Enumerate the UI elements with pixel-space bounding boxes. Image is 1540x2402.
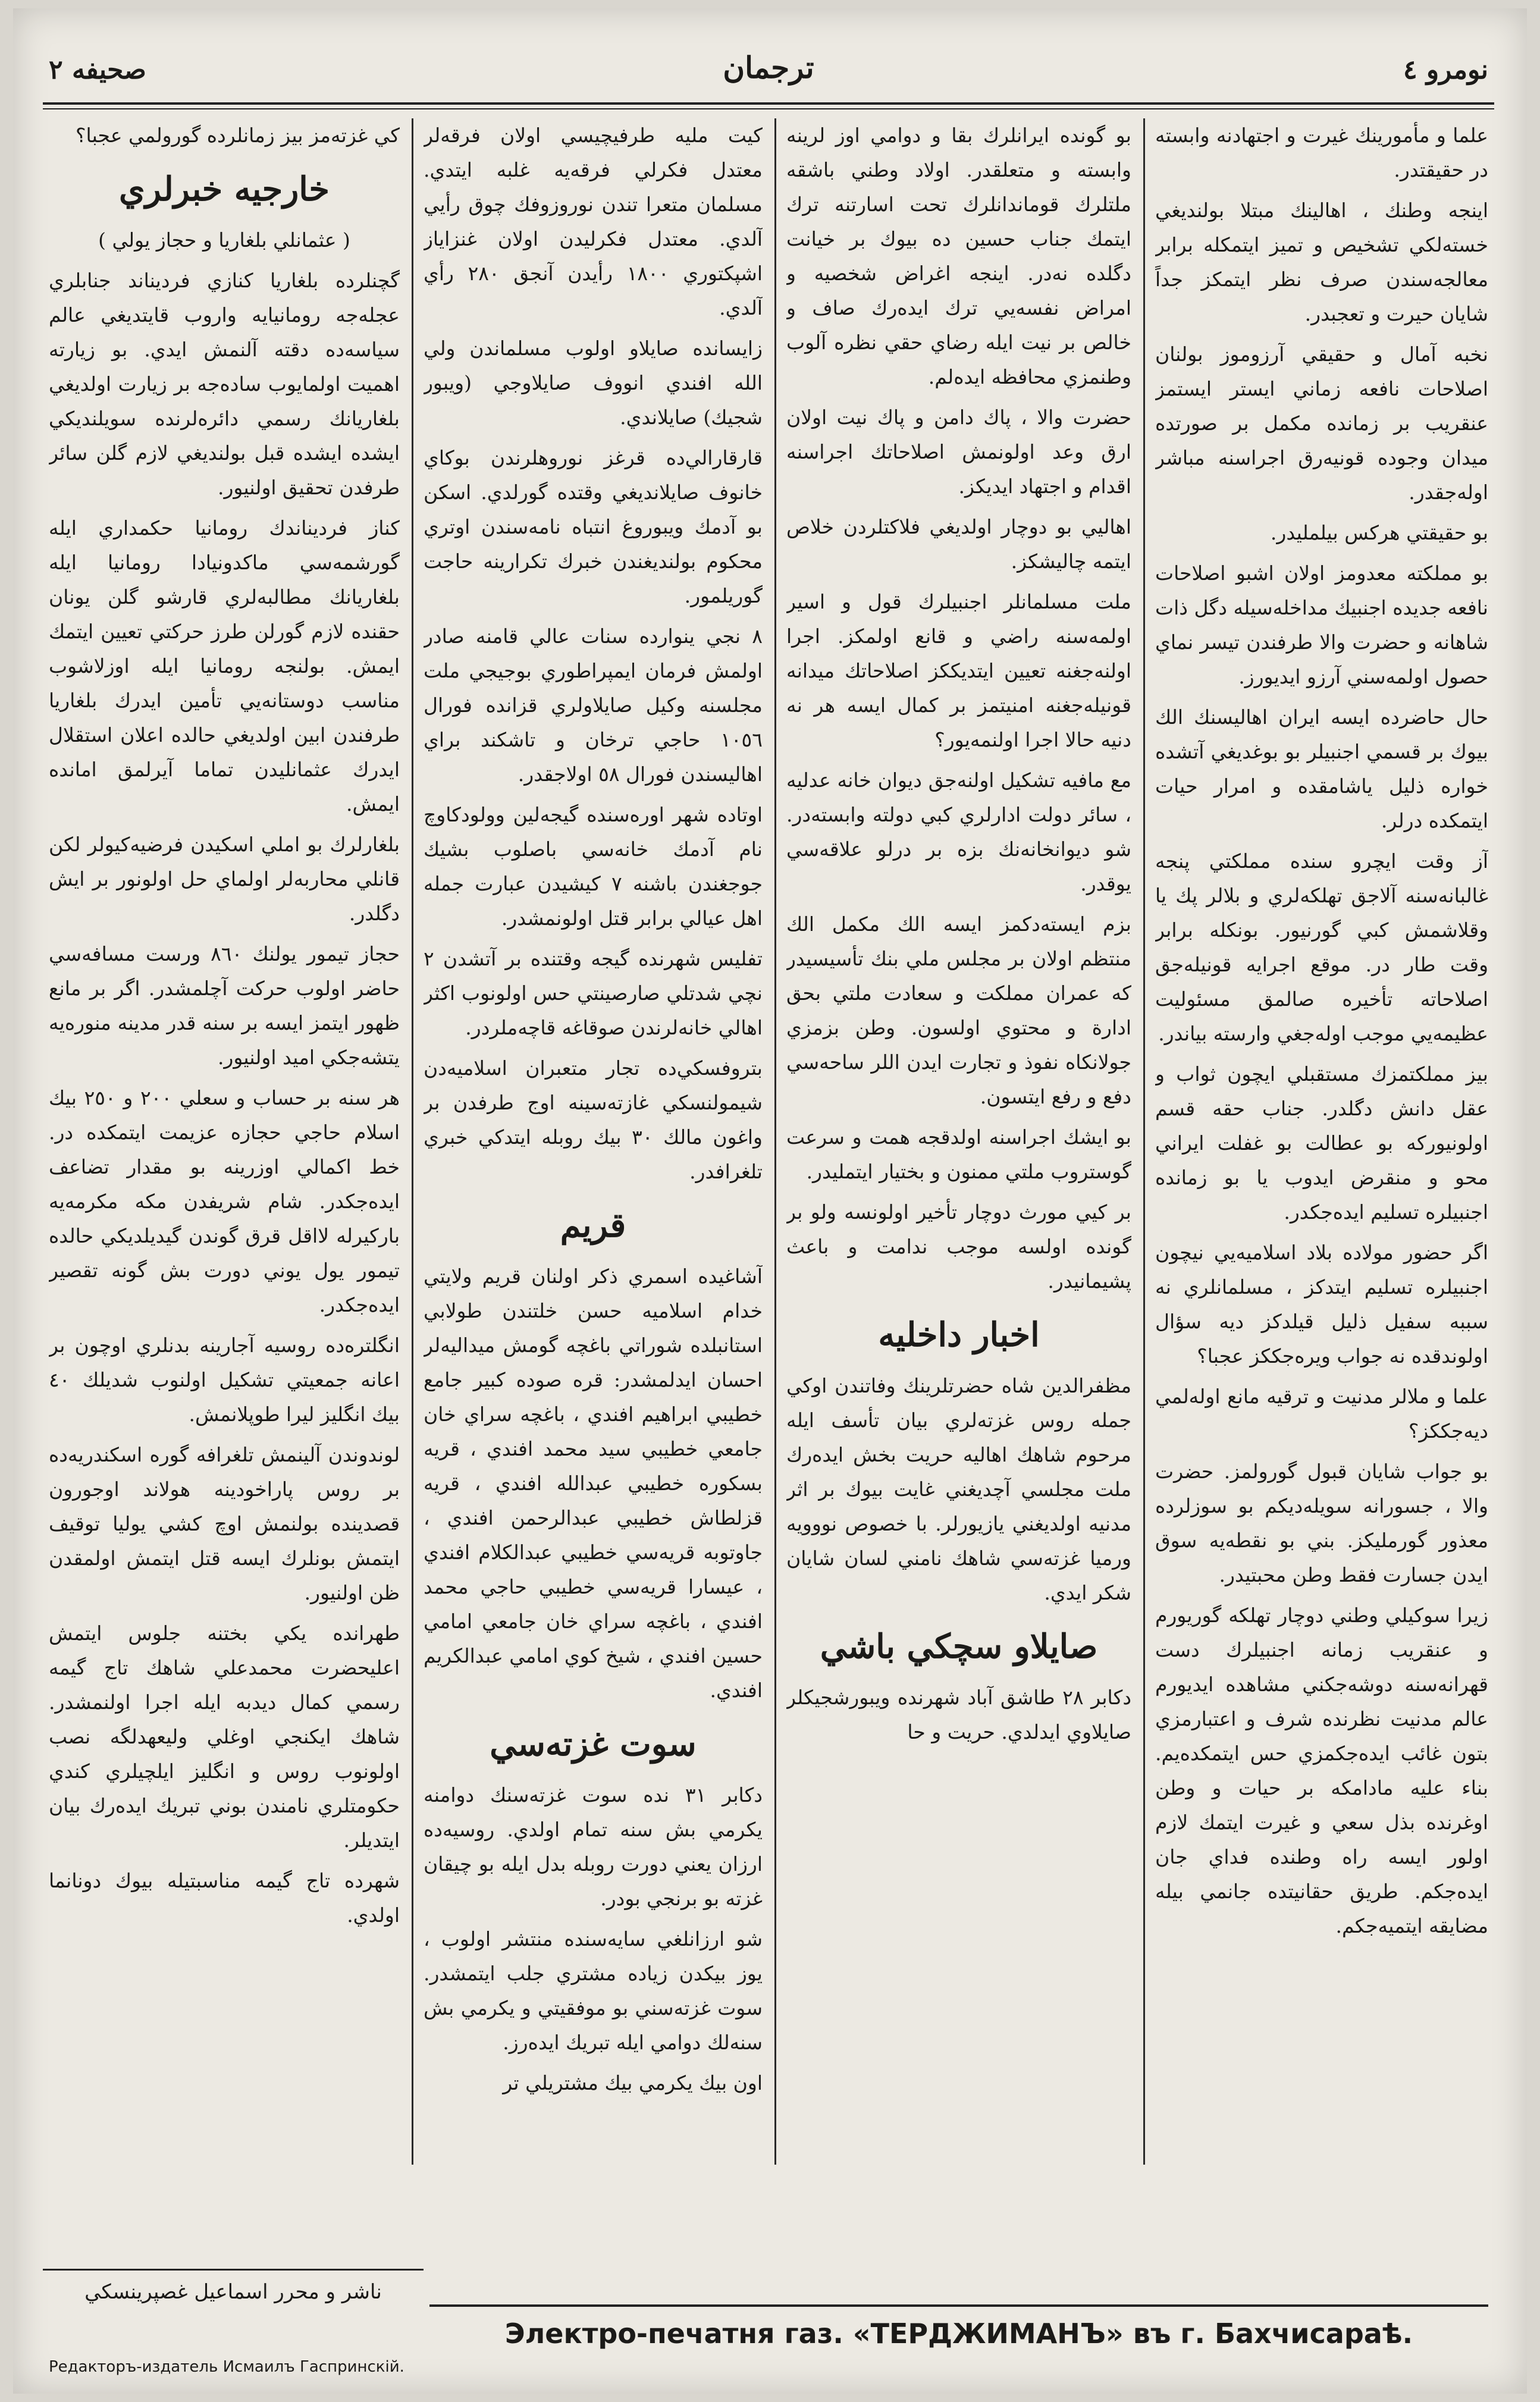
news-paragraph: كناز فرديناندك رومانيا حكمداري ايله گورشمه‌سي ماكدونيادا رومانيا ايله بلغاريانك مطالبه‌لري قارشو گلن يونان حقنده لازم گورلن طرز حركتي تعيين ايتمك ايمش. بولنجه رومانيا ايله اوزلاشوب مناسب دوستانه‌يي تأمين ايدرك بلغاريا طرفندن ابين اولديغي حالده اعلان استقلال ايدرك عثمانليدن تماما آيرلمق امانده ايمش. (49, 516, 400, 816)
news-paragraph: قارقارالي‌ده قرغز نوروهلرندن بوكاي خانوف صايلانديغي وقتده گورلدي. اسكن بو آدمك ويبوروغ انتباه نامه‌سندن اوتري محكوم بولنديغندن خبرك تكرارينه حاجت گوريلمور. (424, 446, 763, 607)
news-paragraph: لوندوندن آلينمش تلغرافه گوره اسكندريه‌ده بر روس پاراخودينه هولاند اوجورون قصدينده بولنمش اوچ كشي يوليا توقيف ايتمش بونلرك ايسه قتل ايتمش اولمقدن ظن اولنيور. (49, 1443, 400, 1604)
columns-area (43, 118, 1494, 2165)
article-paragraph: زيرا سوكيلي وطني دوچار تهلكه گوريورم و عنقريب زمانه اجنبيلرك دست قهرانه‌سنه دوشه‌جكني مشاهده ايديورم عالم مدنيت نظرنده شرف و اعتبارمزي بتون غائب ايده‌جكمزي حس ايتمكده‌يم. بناء عليه مادامكه بر حيات و وطن اوغرنده بذل سعي و غيرت ايتمك لازم اولور ايسه راه وطنده فداي جان ايده‌جكم. طريق حقانيتده جانمي بيله مضايقه ايتميه‌جكم. (1155, 1604, 1488, 1937)
newspaper-page (13, 8, 1527, 2394)
article-paragraph: حضرت والا ، پاك دامن و پاك نيت اولان ارق وعد اولونمش اصلاحاتك اجراسنه اقدام و اجتهاد ايديكز. (786, 406, 1131, 498)
column-rule (412, 118, 413, 2165)
section-title-foreign-news: خارجيه خبرلري (119, 170, 330, 209)
article-paragraph: اگر حضور مولاده بلاد اسلاميه‌يي نيچون اجنبيلره تسليم ايتدكز ، مسلمانلري نه سببه سفيل ذليل قيلدكز ديه سؤال اولوندقده نه جواب ويره‌جككز عجبا؟ (1155, 1241, 1488, 1368)
article-paragraph: علما و ملالر مدنيت و ترقيه مانع اوله‌لمي ديه‌جككز؟ (1155, 1385, 1488, 1443)
article-paragraph: بو ايشك اجراسنه اولدقجه همت و سرعت گوستروب ملتي ممنون و بختيار ايتمليدر. (786, 1125, 1131, 1183)
section-title-elections: صايلاو سچكي باشي (820, 1627, 1098, 1666)
internal-news-body (786, 1369, 1131, 1610)
editor-line: Редакторъ-издатель Исмаилъ Гаспринскій. (49, 2358, 404, 2376)
news-paragraph: گچنلرده بلغاريا كنازي فرديناند جنابلري عجله‌جه رومانيايه واروب قايتديغي عالم سياسه‌ده دقته آلنمش ايدي. بو زيارته اهميت اولمايوب ساده‌جه بر زيارت اولديغي بلغاريانك رسمي دائره‌لرنده سويلنديكي ايشده ايشده قبل بولنديغي لازم گلن سائر طرفدن تحقيق اولنيور. (49, 269, 400, 499)
news-paragraph: حجاز تيمور يولنك ٨٦٠ ورست مسافه‌سي حاضر اولوب حركت آچلمشدر. اگر بر مانع ظهور ايتمز ايسه بر سنه قدر مدينه منوره‌يه يتشه‌جكي اميد اولنيور. (49, 942, 400, 1069)
column-rule (1143, 118, 1145, 2165)
news-paragraph: تفليس شهرنده گيجه وقتنده بر آتشدن ٢ نچي شدتلي صارصينتي حس اولونوب اكثر اهالي خانه‌لرندن صوقاغه قاچه‌ملردر. (424, 947, 763, 1039)
news-paragraph: دكابر ٢٨ طاشق آباد شهرنده ويبورشجيكلر صايلاوي ايدلدي. حريت و حا (786, 1686, 1131, 1744)
section-title-internal-news: اخبار داخليه (878, 1315, 1040, 1354)
news-paragraph: بتروفسكي‌ده تجار متعبران اسلاميه‌دن شيمولنسكي غازته‌سينه اوج طرفدن بر واغون مالك ٣٠ بيك روبله ايتدكي خبري تلغرافدر. (424, 1056, 763, 1183)
top-paragraph: كي غزته‌مز بيز زمانلرده گورولمي عجبا؟ (76, 124, 400, 147)
article-paragraph: ملت مسلمانلر اجنبيلرك قول و اسير اولمه‌سنه راضي و قانع اولمكز. اجرا اولنه‌جغنه تعيين ايتديككز اصلاحاتك ميدانه قونيله‌جغنه امنيتمز بر كمال ايسه هر نه دنيه حالا اجرا اولنمه‌يور؟ (786, 590, 1131, 751)
section-title-crimea: قريم (560, 1206, 626, 1245)
news-paragraph: كيت مليه طرفيچيسي اولان فرقه‌لر معتدل فكرلي فرقه‌يه غلبه ايتدي. مسلمان متعرا تندن نوروزوفك چوق رأيي آلدي. معتدل فكرليدن اولان غنزاياز اشپكتوري ١٨٠٠ رأيدن آنجق ٢٨٠ رأي آلدي. (424, 124, 763, 319)
section-title-sovet-gazette: سوت غزته‌سي (490, 1724, 697, 1764)
news-paragraph: هر سنه بر حساب و سعلي ٢٠٠ و ٢٥٠ بيك اسلام حاجي حجازه عزيمت ايتمكده در. خط اكمالي اوزرينه بو مقدار تضاعف ايده‌جكدر. شام شريفدن مكه مكرمه‌يه باركيرله لااقل قرق گوندن گيديلديكي حالده تيمور يول يوني دورت بش گونه تقصير ايده‌جكدر. (49, 1086, 400, 1316)
section-subtitle: ( عثمانلي بلغاريا و حجاز يولي ) (98, 228, 350, 252)
news-paragraph: شو ارزانلغي سايه‌سنده منتشر اولوب ، يوز بيكدن زياده مشتري جلب ايتمشدر. سوت غزته‌سني بو موفقيتي و يكرمي بش سنه‌لك دوامي ايله تبريك ايده‌رز. (424, 1927, 763, 2054)
printer-line: Электро-печатня газ. «ТЕРДЖИМАНЪ» въ г. Бахчисараѣ. (429, 2304, 1488, 2359)
elections-body (786, 1680, 1131, 1749)
article-paragraph: اينجه وطنك ، اهالينك مبتلا بولنديغي خسته‌لكي تشخيص و تميز ايتمكله برابر معالجه‌سندن صرف نظر ايتمكز جداً شايان حيرت و تعجبدر. (1155, 199, 1488, 325)
news-paragraph: ٨ نجي ينوارده سنات عالي قامنه صادر اولمش فرمان ايمپراطوري بوجيجي ملت مجلسنه وكيل صايلاولري قزانده فورال ١٠٥٦ حاجي ترخان و تاشكند براي اهاليسندن فورال ٥٨ اولاجقدر. (424, 625, 763, 786)
column-3-body (424, 118, 763, 1189)
issue-number: نومرو ٤ (1403, 55, 1488, 85)
article-paragraph: بو حقيقتي هركس بيلمليدر. (1270, 521, 1488, 544)
news-paragraph: طهرانده يكي بختنه جلوس ايتمش اعليحضرت محمدعلي شاهك تاج گيمه رسمي كمال ديدبه ايله اجرا اولنمشدر. شاهك ايكنجي اوغلي وليعهدلگه نصب اولونوب روس و انگليز ايلچيلري كندي حكومتلري نامندن بوني تبريك ايده‌رك بيان ايتديلر. (49, 1622, 400, 1852)
imprint-line: ناشر و محرر اسماعيل غصپرينسكي (43, 2269, 424, 2316)
column-4-body (49, 264, 400, 1933)
article-paragraph: بيز مملكتمزك مستقبلي ايچون ثواب و عقل دانش دگلدر. جناب حقه قسم اولونيوركه بو عطالت بو غفلت ايراني محو و منقرض ايدوب يا بو زمانده اجنبيلره تسليم ايده‌جكدر. (1155, 1062, 1488, 1224)
header-rule (43, 102, 1494, 109)
page-header (43, 44, 1494, 109)
article-paragraph: آز وقت ايچرو سنده مملكتي پنجه غالبانه‌سنه آلاجق تهلكه‌لري و بلالر پك يا وقلاشمش كبي گورنيور. بونكله برابر وقت طار در. موقع اجرايه قونيله‌جق اصلاحاته تأخيره صالمق مسئوليت عظيمه‌يي موجب اوله‌جغي وارسته بياندر. (1155, 849, 1488, 1045)
news-paragraph: آشاغيده اسمري ذكر اولنان قريم ولايتي خدام اسلاميه حسن خلتندن طولابي استانبلده شوراتي باغچه گومش ميداليه‌لر احسان ايدلمشدر: قره صوده كبير جامع خطيبي ابراهيم افندي ، باغچه سراي خان جامعي خطيبي سيد محمد افندي ، قريه بسكوره خطيبي عبدالله افندي ، قريه قزلطاش خطيبي عبدالرحمن افندي ، جاوتوبه قريه‌سي خطيبي عبدالكلام افندي ، عيسارا قريه‌سي خطيبي حاجي محمد افندي ، باغچه سراي خان جامعي امامي حسين افندي ، شيخ كوي امامي عبدالكريم افندي. (424, 1265, 763, 1702)
article-paragraph: بر كيي مورث دوچار تأخير اولونسه ولو بر گونده اولسه موجب ندامت و باعث پشيمانيدر. (786, 1200, 1131, 1293)
news-paragraph: بلغارلرك بو املي اسكيدن فرضيه‌كيولر لكن قانلي محاربه‌لر اولماي حل اولونور بر ايش دگلدر. (49, 833, 400, 925)
news-paragraph: اون بيك يكرمي بيك مشتريلي تر (503, 2071, 763, 2094)
article-paragraph: بو گونده ايرانلرك بقا و دوامي اوز لرينه وابسته و متعلقدر. اولاد وطني باشقه ملتلرك قوماندانلرك تحت اسارتنه ترك ايتمك جناب حسين ده بيوك بر خيانت دگلده نه‌در. اينجه اغراض شخصيه و امراض نفسه‌يي ترك ايده‌رك صاف و خالص بر نيت ايله رضاي حقي نظره آلوب وطنمزي محافظه ايده‌لم. (786, 124, 1131, 388)
column-3 (424, 118, 763, 2165)
page-number: صحيفه ٢ (49, 55, 146, 85)
article-paragraph: مع مافيه تشكيل اولنه‌جق ديوان خانه عدليه ، سائر دولت ادارلري كبي دولته وابسته‌در. شو ديوانخانه‌نك بزه بر درلو علاقه‌سي يوقدر. (786, 769, 1131, 895)
column-1-body (1155, 118, 1488, 1943)
news-paragraph: انگلتره‌ده روسيه آجارينه بدنلري اوچون بر اعانه جمعيتي تشكيل اولنوب شديلك ٤٠ بيك انگليز ليرا طوپلانمش. (49, 1334, 400, 1426)
masthead-title: ترجمان (723, 50, 814, 85)
column-2 (786, 118, 1131, 2165)
column-4 (49, 118, 400, 2165)
article-paragraph: اهاليي بو دوچار اولديغي فلاكتلردن خلاص ايتمه چاليشكز. (786, 515, 1131, 573)
article-paragraph: بزم ايسته‌دكمز ايسه الك مكمل الك منتظم اولان بر مجلس ملي بنك تأسيسيدر كه عمران مملكت و سعادت ملتي بحق ادارة و محتوي اولسون. وطن بزمزي جولانكاه نفوذ و تجارت ايدن اللر ساحه‌سي دفع و رفع ايتسون. (786, 912, 1131, 1108)
column-1 (1155, 118, 1488, 2165)
column-2-body (786, 118, 1131, 1299)
article-paragraph: علما و مأمورينك غيرت و اجتهادنه وابسته در حقيقتدر. (1155, 124, 1488, 181)
news-paragraph: اوتاده شهر اوره‌سنده گيجه‌لين وولودكاوچ نام آدمك خانه‌سي باصلوب بشيك جوجغندن باشنه ٧ كيشيدن عبارت جمله اهل عيالي برابر قتل اولونمشدر. (424, 803, 763, 930)
crimea-body (424, 1259, 763, 1708)
column-rule (774, 118, 776, 2165)
article-paragraph: حال حاضرده ايسه ايران اهاليسنك الك بيوك بر قسمي اجنبيلر بو بوغديغي آتشده خواره ذليل ياشامقده و امرار حيات ايتمكده درلر. (1155, 705, 1488, 832)
news-paragraph: شهرده تاج گيمه مناسبتيله بيوك دونانما اولدي. (49, 1869, 400, 1927)
article-paragraph: بو جواب شايان قبول گورولمز. حضرت والا ، جسورانه سويله‌ديكم بو سوزلرده معذور گورمليكز. بني بو نقطه‌يه سوق ايدن جسارت فقط وطن محبتيدر. (1155, 1460, 1488, 1586)
news-paragraph: دكابر ٣١ نده سوت غزته‌سنك دوامنه يكرمي بش سنه تمام اولدي. روسيه‌ده ارزان يعني دورت روبله بدل ايله بو چيقان غزته بو برنجي بودر. (424, 1783, 763, 1910)
article-paragraph: بو مملكته معدومز اولان اشبو اصلاحات نافعه جديده اجنبيك مداخله‌سيله دگل ذات شاهانه و حضرت والا طرفندن تيسر نماي حصول اولمه‌سني آرزو ايديورز. (1155, 562, 1488, 688)
news-paragraph: مظفرالدين شاه حضرتلرينك وفاتندن اوكي جمله روس غزته‌لري بيان تأسف ايله مرحوم شاهك اهاليه حريت بخش ايده‌رك ملت مجلسي آچديغني غايت بيوك بر اثر مدنيه اولديغني يازيورلر. با خصوص نووويه ورميا غزته‌سي شاهك نامني لسان شايان شكر ايدي. (786, 1374, 1131, 1604)
sovet-gazette-body (424, 1778, 763, 2100)
news-paragraph: زايسانده صايلاو اولوب مسلماندن ولي الله افندي انووف صايلاوجي (ويبور شجيك) صايلاندي. (424, 337, 763, 429)
article-paragraph: نخبه آمال و حقيقي آرزوموز بولنان اصلاحات نافعه زماني ايستر ايستمز عنقريب بر زمانده مكمل بر صورتده ميدان وجوده قونيه‌رق اجراسنه مباشر اوله‌جقدر. (1155, 343, 1488, 504)
